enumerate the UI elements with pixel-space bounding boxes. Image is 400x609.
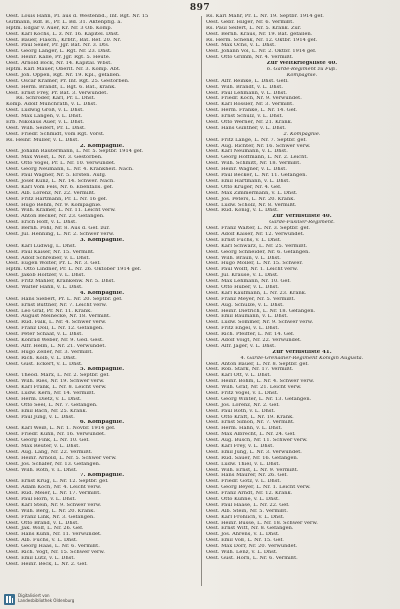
list-entry: Oest. Jak. Wolf, L. Nr. 26. Gef. [6, 526, 84, 532]
list-entry: Oest. Otto Kühne, v. L. Dhst. [206, 497, 280, 503]
list-entry: Rs. Karl Mahr, Pr. L. Nr. 19. Septbr. 1914 gef. [206, 14, 324, 19]
footer-text [18, 594, 74, 603]
list-entry: Oest. Fritz Lange, L. Nr. 7. Septbr. gef. [206, 137, 307, 143]
list-entry: Oest. Ernst Fuchs, v. L. Dhst. [206, 237, 282, 243]
list-entry: Oest. Karl Kaufmann, L. Nr. 23. Krank. [206, 290, 307, 296]
list-entry: Oest. Paul Roth, v. L. Dhst. [206, 408, 276, 414]
list-entry: Oest. Fritz Mahler, Krankenw. Nr. 5. Dhst. [6, 279, 116, 285]
list-entry: Oest. Karl Ludwig, L. Dhst. [6, 243, 77, 249]
list-entry: Oest. Paul Seiler, Pr. Jgr. Bat. Nr. 3. Dts. [6, 43, 110, 49]
list-entry: Oest. Georg Langer, L. Rgt. Nr. 23. Dhst. [6, 49, 112, 55]
list-entry: Oest. Karl Fröhlich, v. L. Dhst. [206, 514, 285, 520]
list-entry: Oest. Gust. Eckert, v. L. Dhst. [6, 361, 83, 367]
list-entry: Oest. Max Dörr, Nr. 20. Verwundet. [206, 544, 298, 550]
list-entry: Oest. Friedr. Kühn, Nr. 16. Verwundet. [6, 432, 106, 438]
list-entry: Oest. Heinr. Arnold, L. Nr. 5. Schwer verw. [6, 455, 117, 461]
list-entry: Oest. Wilh. Ernst, L. Nr. 9. Vermißt. [206, 467, 299, 473]
section-heading: 6. Kompagnie. [79, 420, 125, 426]
section-heading: Zur Verlustliste 41. [272, 349, 332, 355]
list-entry: Oest. Franz Link, Nr. 3. Gefangen. [6, 514, 95, 520]
list-entry: Oest. Emil Baumann, v. L. Dhst. [206, 314, 289, 320]
list-entry: Oest. Karl Frank, L. Nr. 8. Leicht verw. [6, 385, 107, 391]
list-entry: Oest. Adolf Schreiber, v. L. Dhst. [6, 255, 91, 261]
list-entry: Oest. Leo Graf, Pr. Nr. 11. Krank. [6, 308, 92, 314]
list-entry: Oest. Herm. Hahn, v. L. Dhst. [206, 426, 283, 432]
list-entry: Oest. Wilh. Schmitt, Nr. 18. Vermißt. [206, 161, 302, 167]
list-entry: Oest. Karl Kochs, L. z. Nr. 16. Kapitel. Dhst. [6, 31, 120, 37]
list-entry: Oest. Alb. Fuchs, v. L. Dhst. [6, 538, 78, 544]
list-entry: Oest. Fritz Vogel, v. L. Dhst. [206, 391, 279, 396]
list-entry: Oest. Rob. Stark, Nr. 17. Vermißt. [206, 367, 294, 373]
list-entry: Oest. Max Wiest, L. Nr. 3. Gestorben. [6, 155, 103, 161]
list-entry: Hptm. Otto Lindner, Pr. L. Nr. 26. Oktober 1914 gef. [6, 267, 142, 273]
section-heading: 2. Kompagnie. [79, 143, 125, 149]
list-entry: Oest. Rich. Vogt, Nr. 15. Schwer verw. [6, 550, 105, 556]
list-entry: Oest. Alfr. Reinke, L. Dhst. Gefl. [206, 78, 289, 84]
list-entry: Oest. Fritz Hartmann, Pr. L. Nr. 16 gef. [6, 196, 108, 202]
list-entry: Rs. Herm. Schenk, Nr. 12. Oktbr. 1914 gef. [206, 37, 318, 43]
list-entry: Oest. Karl Vom Fels, Nr. 6. Ebenfalls. gef. [6, 184, 114, 190]
list-entry: Oest. Karl Ott, v. L. Dhst. [206, 373, 272, 379]
left-column [6, 14, 198, 588]
list-entry: Oest. Gust. Horn, L. Nr. 6. Vermißt. [206, 555, 298, 561]
list-entry: Oest. Ernst Krug, L. Nr. 12. Septbr. gef. [6, 479, 109, 485]
list-entry: Oest. Josef Kunz, L. Nr. 14. Schwer. Nach. [6, 178, 115, 184]
list-entry: Oest. Franz Walter, L. Nr. 3. Septbr. gef. [206, 226, 310, 232]
list-entry: Rs. Heinr. Müller, v. L. Dhst. [6, 137, 79, 143]
list-entry: Oest. Eugen Wolter, Pr. L. Nr. 3. Gef. [6, 261, 101, 267]
list-entry: Oest. Aug. Lang, Nr. 22. Vermißt. [6, 449, 93, 455]
list-entry: Oest. Heinr. Böhm, L. Nr. 4. Schwer verw. [206, 379, 315, 385]
list-entry: Oest. Paul Wagner, Nr. 5. Ersten. Aufg. [6, 173, 107, 179]
list-entry: Oest. Alb. Lorenz, Nr. 22. Vermißt. [6, 190, 96, 196]
list-entry: Oest. Max Langen, v. L. Dhst. [6, 114, 83, 120]
footer-line-1: Digitalisiert von [18, 593, 50, 599]
list-entry: Oest. Herm. Franke, L. Nr. 14. Gef. [206, 108, 298, 114]
library-logo-icon [4, 594, 15, 605]
list-entry: Erb. Nikolaus Auer, v. L. Dhst. [6, 120, 85, 126]
list-entry: Oest. Rich. Kolb, v. L. Dhst. [6, 355, 77, 361]
list-entry: Oest. Emil Hartmann, v. L. Dhst. [206, 178, 290, 184]
section-heading: Zur Verlustliste 40. [272, 214, 332, 220]
list-entry: Oest. Emil Jung, L. Nr. 3. Verwundet. [206, 449, 302, 455]
section-subheading: Garde-Füsilier-Regiment. [269, 220, 335, 226]
list-entry: Oest. Arnold Bock, Nr. 14. Kapital. Wbst. [6, 61, 112, 67]
list-entry: Oest. Joh. Oppen, Rgt. Nr. 19. Kpl., gefallen. [6, 72, 121, 78]
list-entry: Oest. Paul Jung, v. L. Dhst. [6, 414, 75, 420]
list-entry: Oest. Karl Neumann, v. L. Dhst. [206, 149, 288, 155]
list-entry: Oest. Otto Kraft, L. Nr. 19. Krank. [206, 414, 294, 420]
list-entry: Oest. Franz Arndt, Nr. 12. Krank. [206, 491, 293, 497]
list-entry: Oest. Hugo Zeller, Nr. 3. Vermißt. [6, 349, 94, 355]
list-entry: Oest. Jul. Krause, v. L. Dhst. [206, 273, 279, 279]
list-entry: Oest. Max Lehmann, Nr. 10. Gef. [206, 279, 291, 285]
list-entry: Oest. Oscar Kramer, Pr. Inf. Rgt. 25. Gestorben. [6, 78, 130, 84]
section-subheading: Kompagnie. [286, 72, 318, 78]
list-entry: Oest. Alfr. Helm, L. Nr. 21. Verwundet. [6, 343, 107, 349]
list-entry: Oest. Gebr. Hilger, Nr. 6. Vermißt. [206, 19, 295, 25]
list-entry: Oest. August Meinecke, Nr. 18. Vermißt. [6, 314, 111, 320]
list-entry: Oest. Georg Schneider, Nr. 6. Gefangen. [206, 249, 311, 255]
list-entry: Oest. Wilh. Krämer, L. Nr. 11. Leicht verw. [6, 208, 116, 214]
list-entry: Hptm. Edgar v. Auer, Kr. Nr. 3 Ob. Komp. [6, 25, 113, 31]
list-entry: Oest. Paul Kaiser, Nr. 15. Vermißt. [6, 249, 95, 255]
list-entry: Oest. Walter Hahn, v. L. Dhst. [6, 284, 83, 290]
list-entry: Oest. Heinr. Kalle, Pr. Jgr. Rgt. 5. Heute. [6, 55, 111, 61]
list-entry: Oest. Georg Hoffmann, L. Nr. 2. Leicht. [206, 155, 309, 161]
section-subheading: 6. Garde-Regiment zu Fuß. [267, 67, 337, 73]
list-entry: Oest. Emil Bach, Nr. 25. Krank. [6, 408, 88, 414]
list-entry: Oest. Heinr. Busse, L. Nr. 18. Schwer verw. [206, 520, 318, 526]
list-entry: Oest. Hans Siebert, Pr. L. Nr. 20. Septbr. gef. [6, 296, 123, 302]
list-entry: Oest. Aug. Busch, Nr. 11. Schwer verw. [206, 438, 308, 444]
list-entry: Hptm. Karl Mauer, Oberlt. Nr. 3. Komp. Abt. [6, 67, 121, 73]
list-entry: Oest. Wilh. Lenz, v. L. Dhst. [206, 550, 278, 556]
list-entry: Oest. Adolf Voigt, Nr. 22. Verwundet. [206, 337, 302, 343]
list-entry: Oest. Peter Schaaf, v. L. Dhst. [6, 332, 83, 338]
list-entry: Oest. Theod. Marx, L. Nr. 2. Septbr. gef. [6, 373, 110, 379]
list-entry: Oest. Alfr. Jäger, v. L. Dhst. [206, 343, 276, 349]
list-entry: Oest. Jos. Lorenz, Nr. 2. Gef. [206, 402, 280, 408]
list-entry: Oest. Bauer, Flasch., Krbtr., Bat. Ref. 20. Nr. [6, 37, 122, 43]
section-subheading: 4. Garde-Grenadier-Regiment Königin Augusta. [240, 355, 364, 361]
list-entry: Oest. Paul Horn, v. L. Dhst. [6, 497, 77, 503]
list-entry: Gutmann, Rdf. B., Pr. L. Bd. 31. Aktenpflg. a. [6, 19, 123, 25]
list-entry: Oest. Rich. Pfeiffer, L. Nr. 14. Gef. [206, 332, 295, 338]
list-entry: Oest. Georg Neumann, L. Nr. 4. Krankheit. Nach. [6, 167, 134, 173]
column-divider [201, 16, 202, 586]
list-entry: Oest. Franz Doll, L. Nr. 12. Gefangen. [6, 326, 104, 332]
list-entry: Oest. Louis Hahn, Pl. aus d. Westenbd., Inf. Rgt. Nr. 15 [6, 14, 149, 19]
list-entry: Oest. Paul Lehmann, v. L. Dhst. [206, 90, 288, 96]
footer-line-2: Landesbibliothek Oldenburg [18, 598, 75, 603]
list-entry: Oest. Ludw. Thiel, v. L. Dhst. [206, 461, 281, 467]
list-entry: Oest. Otto Werner, Nr. 21. Krank. [206, 120, 293, 126]
list-entry: Oest. Karl Schwarz, L. Nr. 25. Vermißt. [206, 243, 308, 249]
list-entry: Oest. Rud. Meier, L. Nr. 17. Vermißt. [6, 491, 101, 497]
list-entry: Oest. Ernst Büttner, Nr. 7. Leicht verw. [6, 302, 108, 308]
list-entry: Oest. Jos. Schäfer, Nr. 13. Gefangen. [6, 461, 101, 467]
list-entry: Oest. Erich Hoff, v. L. Dhst. [6, 220, 77, 226]
list-entry: Oest. Anton Bauer, L. Nr. 8. Septbr. gef. [206, 361, 309, 367]
list-entry: Oest. Jakob Holtzer, v. L. Dhst. [6, 273, 86, 279]
list-entry: Oest. Aug. Richter, Nr. 16. Schwer verw. [206, 143, 311, 149]
list-entry: Oest. Wilh. Berg, L. Nr. 20. Krank. [6, 508, 95, 514]
list-entry: Oest. Herm. Brandt, L. Rgt. 6. Bat., krank. [6, 84, 116, 90]
list-entry: Rs. Paul Seifert, L. Nr. 5. Krank. Zur. [206, 25, 302, 31]
list-entry: Oest. Paul Becker, L. Nr. 11. Gefangen. [206, 173, 308, 179]
list-entry: Oest. Georg Fink, L. Nr. 10. Gef. [6, 438, 90, 444]
list-entry: Komp. Adolf Münchrath, v. L. Dhst. [6, 102, 97, 108]
list-entry: Oest. Rud. Falk, L. Nr. 4. Schwer verw. [6, 320, 107, 326]
list-entry: Oest. Konrad Weber, Nr. 9. Ged. Gest. [6, 337, 104, 343]
list-entry: Oest. Hans Kuhn, Nr. 11. Verwundet. [6, 532, 102, 538]
list-entry: Oest. Paul Wolff, Nr. 1. Leicht verw. [206, 267, 299, 273]
section-heading: 3. Kompagnie. [79, 237, 125, 243]
list-entry: Oest. Aug. Schulze, v. L. Dhst. [206, 302, 284, 308]
list-entry: Oest. Wilh. Braun, v. L. Dhst. [206, 255, 281, 261]
list-entry: Oest. Ernst Simon, Nr. 7. Vermißt. [206, 420, 295, 426]
list-entry: Oest. Paul Haase, L. Nr. 22. Gef. [206, 502, 290, 508]
list-entry: Oest. Bernh. Kraus, Nr. 19. Bat. gefallen. [206, 31, 313, 37]
section-heading: 7. Kompagnie. [79, 473, 125, 479]
list-entry: Oest. Ludw. Sommer, Nr. 9. Schwer verw. [206, 320, 314, 326]
list-entry: Oest. Alb. Stein, Nr. 5. Vermißt. [206, 508, 288, 514]
list-entry: Oest. Otto Grimm, Nr. 4. Vermißt. [206, 55, 294, 61]
list-entry: Oest. Franz Meyer, Nr. 5. Vermißt. [206, 296, 296, 302]
list-entry: Oest. Georg Winter, L. Nr. 13. Gefangen. [206, 396, 312, 402]
list-entry: Oest. Friedr. Götz, v. L. Dhst. [206, 479, 282, 485]
list-entry: Oest. Karl Weiß, L. Nr. 1. Novbr. 1914 gef. [6, 426, 116, 432]
list-entry: Oest. Karl Rössler, Nr. 3. Vermißt. [206, 102, 294, 108]
list-entry: Oest. Jos. Ahrens, v. L. Dhst. [206, 532, 280, 538]
list-entry: Oest. Wilh. Seifert, Pr. L. Dhst. [6, 125, 86, 131]
right-column [206, 14, 398, 588]
list-entry: Oest. Bernh. Pohl, Nr. 8. Aus d. Gef. zur. [6, 226, 110, 232]
list-entry: Oest. Jul. Henning, L. Nr. 2. Schwer verw. [6, 231, 115, 237]
list-entry: Oest. Otto Krüger, Nr. 4. Gef. [206, 184, 282, 190]
list-entry: Oest. Emil Voß, L. Nr. 15. Gef. [206, 538, 284, 544]
list-entry: Oest. Anton Becker, Nr. 23. Gefangen. [6, 214, 105, 220]
list-entry: Oest. Karl Frey, v. L. Dhst. [206, 444, 274, 450]
list-entry: Oest. Max Zimmermann, v. L. Dhst. [206, 190, 298, 196]
list-entry: Rs. Schröder, Karl, Pr. L. Dhst. [16, 96, 96, 102]
list-entry: Oest. Johann Rautermann, L. Nr. 5. Septbr. 1914 gef. [6, 149, 144, 155]
list-entry: Oest. Heinr. Wagner, v. L. Dhst. [206, 167, 287, 173]
list-entry: Oest. Ernst Witt, Nr. 8. Gefangen. [206, 526, 294, 532]
list-entry: Oest. Georg Beyer, L. Nr. 1. Leicht verw. [206, 485, 311, 491]
list-entry: Oest. Hans Günther, v. L. Dhst. [206, 125, 287, 131]
list-entry: Oest. Hans Maurer, Nr. 26. Gef. [206, 473, 288, 479]
list-entry: Oest. Rud. Sauer, Nr. 16. Gefangen. [206, 455, 299, 461]
list-entry: Oest. Hugo Rehm, Nr. 9. Kompagnie. [6, 202, 102, 208]
list-entry: Oest. Max Albrecht, L. Nr. 24. Gef. [206, 432, 296, 438]
list-entry: Oest. Hugo Möller, L. Nr. 15. Schwer. [206, 261, 303, 267]
list-entry: Oest. Otto Brand, v. L. Dhst. [6, 520, 79, 526]
list-entry: Oest. Jos. Peters, L. Nr. 20. Krank. [206, 196, 295, 202]
list-entry: Oest. Wilh. Graf, Nr. 21. Leicht verw. [206, 385, 302, 391]
list-entry: Oest. Heinr. Dietrich, L. Nr. 18. Gefangen. [206, 308, 316, 314]
list-entry: Oest. Otto Seel, L. Nr. 7. Gefangen. [6, 402, 98, 408]
list-entry: Oest. Adam Koch, Nr. 4. Leicht verw. [6, 485, 102, 491]
list-entry: Oest. Emil Lutz, v. L. Dhst. [6, 555, 76, 561]
list-entry: Oest. Herm. Dietz, v. L. Dhst. [6, 396, 82, 402]
list-entry: Oest. Ludw. Scholz, Nr. 8. Vermißt. [206, 202, 297, 208]
list-entry: Oest. Wilh. Brandt, v. L. Dhst. [206, 84, 283, 90]
footer-logo [4, 592, 74, 606]
list-entry: Oest. Friedr. Koch, Nr. 9. Verwundet. [206, 96, 302, 102]
page-number: 897 [189, 3, 211, 13]
section-heading: 4. Kompagnie. [79, 290, 125, 296]
list-entry: Oest. Heinr. Beck, L. Nr. 2. Gef. [6, 561, 88, 567]
list-entry: Oest. Wilh. Roth, v. L. Dhst. [6, 467, 78, 473]
section-heading: 5. Kompagnie. [79, 367, 125, 373]
list-entry: Oest. Karl Stein, Nr. 9. Schwer verw. [6, 502, 102, 508]
list-entry: Oest. Wilh. Ries, Nr. 19. Schwer verw. [6, 379, 105, 385]
list-entry: Oest. Ludw. Kern, Nr. 14. Vermißt. [6, 391, 96, 396]
list-entry: Oest. Otto Huber, v. L. Dhst. [206, 284, 280, 290]
list-entry: Oest. Max Reuter, v. L. Dhst. [6, 444, 81, 450]
list-entry: Oest. Ernst Schulz, v. L. Dhst. [206, 114, 284, 120]
list-entry: Oest. Johann Vol, L. Nr. 2. Oktbr. 1914 gef. [206, 49, 317, 55]
section-subheading: 2. Kompagnie. [283, 131, 321, 137]
list-entry: Oest. Adolf Kaiser, Nr. 12. Verwundet. [206, 231, 305, 237]
list-entry: Oest. Georg Haas, L. Nr. 6. Vermißt. [6, 544, 100, 550]
list-entry: Oest. Rud. König, v. L. Dhst. [206, 208, 279, 214]
list-entry: Oest. Friedr. Schmidt, vom Rgt. Vorst. [6, 131, 105, 137]
section-heading: Zur Weltkriegsliste 40. [266, 61, 338, 67]
list-entry: Oest. Fritz Engel, v. L. Dhst. [206, 326, 280, 332]
list-entry: Oest. Max Ochs, v. L. Dhst. [206, 43, 276, 49]
list-entry: Oest. Ludwig Groß, v. L. Dhst. [6, 108, 84, 114]
list-entry: Oest. Ernst Frey, Pr. Bat. 3. Verwundet. [6, 90, 108, 96]
list-entry: Oest. Otto Vogel, Pr. L. Nr. 10. Verwundet. [6, 161, 116, 167]
